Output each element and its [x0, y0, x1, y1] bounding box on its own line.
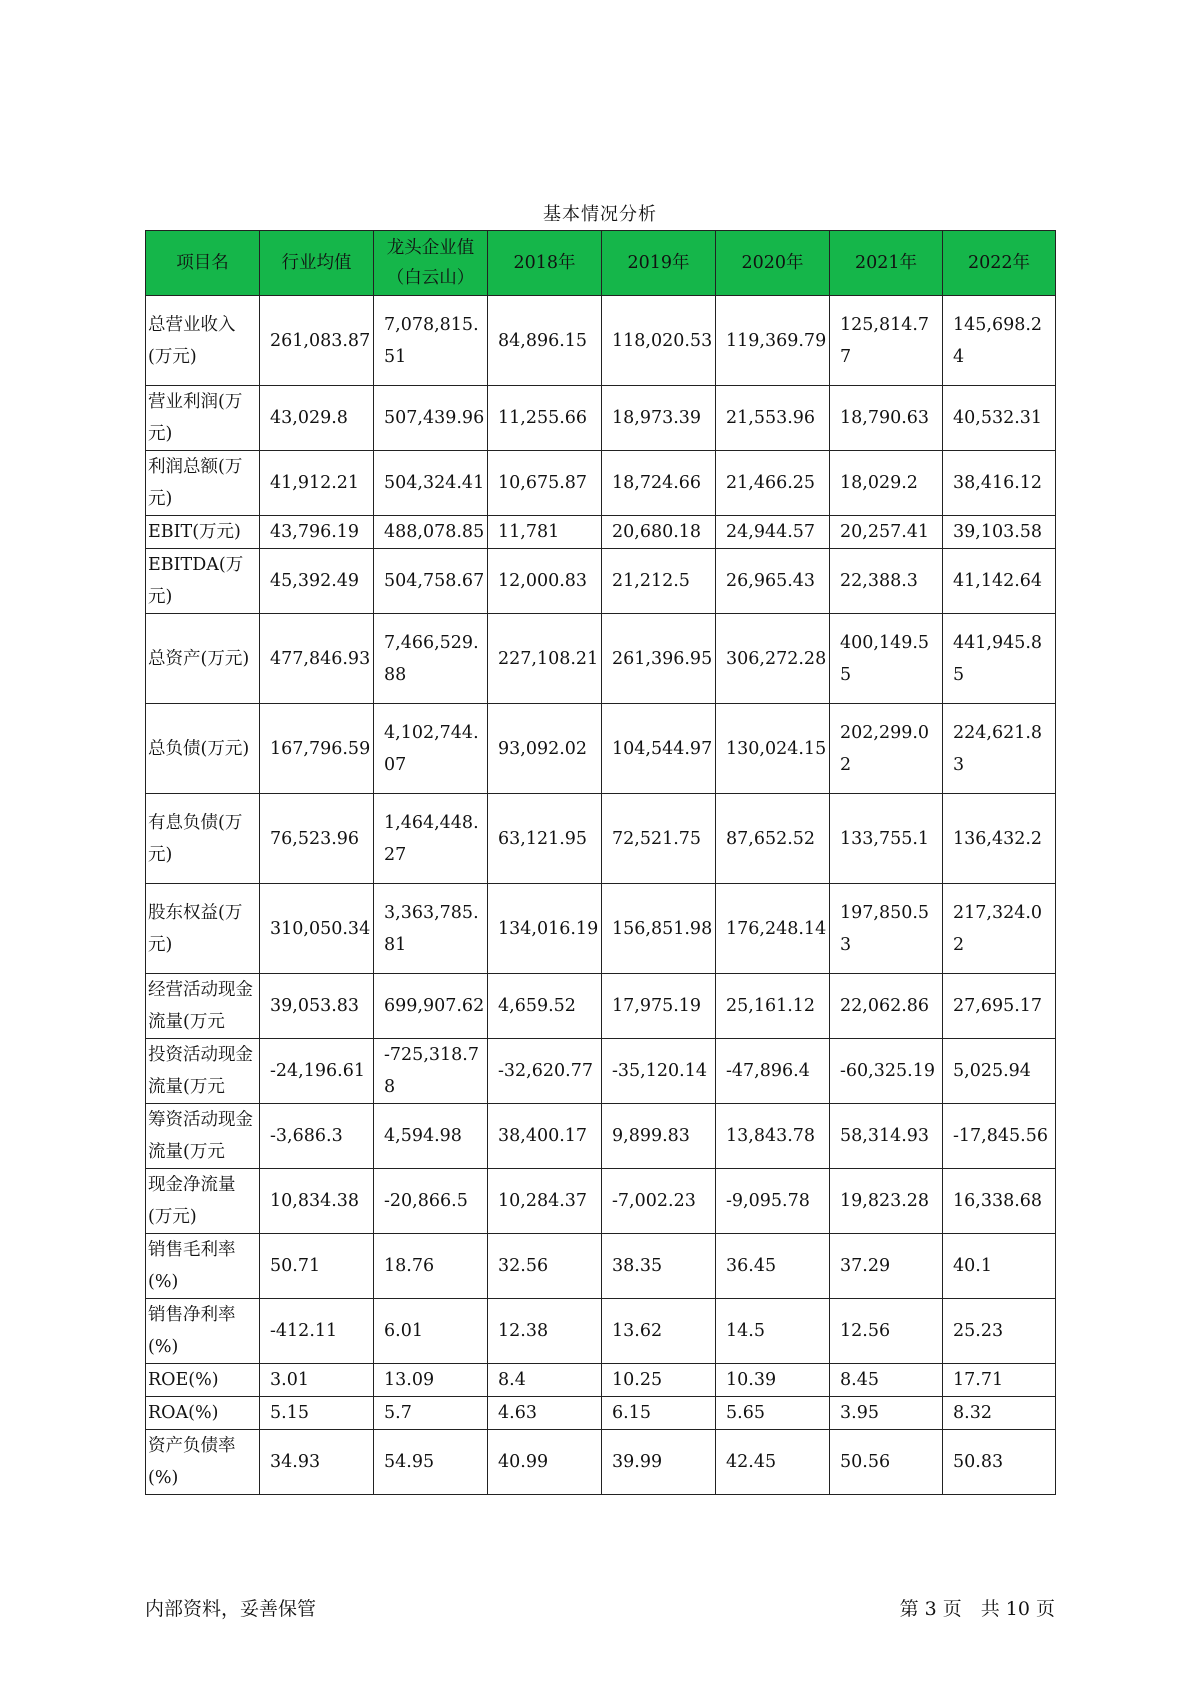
value-cell: 133,755.1 — [830, 794, 943, 884]
value-cell: 37.29 — [830, 1234, 943, 1299]
table-row — [146, 794, 1056, 884]
header-cell: 2018年 — [488, 231, 602, 296]
value-cell: 38,400.17 — [488, 1104, 602, 1169]
value-cell: 10,675.87 — [488, 451, 602, 516]
footer-confidential-note: 内部资料，妥善保管 — [145, 1598, 317, 1620]
value-cell: 19,823.28 — [830, 1169, 943, 1234]
value-cell: 217,324.02 — [943, 884, 1056, 974]
value-cell: 87,652.52 — [716, 794, 830, 884]
row-label-cell: 投资活动现金流量(万元 — [146, 1039, 260, 1104]
value-cell: 20,680.18 — [602, 516, 716, 549]
value-cell: 310,050.34 — [260, 884, 374, 974]
row-label-cell: 资产负债率(%) — [146, 1430, 260, 1495]
row-label-cell: 股东权益(万元) — [146, 884, 260, 974]
value-cell: 227,108.21 — [488, 614, 602, 704]
value-cell: 42.45 — [716, 1430, 830, 1495]
value-cell: 39,053.83 — [260, 974, 374, 1039]
value-cell: 21,553.96 — [716, 386, 830, 451]
value-cell: 21,212.5 — [602, 549, 716, 614]
value-cell: 119,369.79 — [716, 296, 830, 386]
value-cell: 8.4 — [488, 1364, 602, 1397]
value-cell: 40,532.31 — [943, 386, 1056, 451]
value-cell: 18,790.63 — [830, 386, 943, 451]
row-label-cell: 现金净流量(万元) — [146, 1169, 260, 1234]
value-cell: 504,324.41 — [374, 451, 488, 516]
table-row — [146, 1299, 1056, 1364]
value-cell: 12,000.83 — [488, 549, 602, 614]
value-cell: 136,432.2 — [943, 794, 1056, 884]
row-label-cell: ROE(%) — [146, 1364, 260, 1397]
header-cell: 2022年 — [943, 231, 1056, 296]
value-cell: 76,523.96 — [260, 794, 374, 884]
value-cell: 18,724.66 — [602, 451, 716, 516]
value-cell: 10.39 — [716, 1364, 830, 1397]
value-cell: 5.15 — [260, 1397, 374, 1430]
value-cell: -7,002.23 — [602, 1169, 716, 1234]
footer-page-number: 第 3 页 共 10 页 — [899, 1598, 1055, 1620]
value-cell: 125,814.77 — [830, 296, 943, 386]
table-row — [146, 704, 1056, 794]
value-cell: 6.15 — [602, 1397, 716, 1430]
value-cell: -9,095.78 — [716, 1169, 830, 1234]
value-cell: 118,020.53 — [602, 296, 716, 386]
value-cell: 134,016.19 — [488, 884, 602, 974]
value-cell: 26,965.43 — [716, 549, 830, 614]
header-cell: 2021年 — [830, 231, 943, 296]
row-label-cell: 利润总额(万元) — [146, 451, 260, 516]
value-cell: 39,103.58 — [943, 516, 1056, 549]
value-cell: 5,025.94 — [943, 1039, 1056, 1104]
value-cell: 7,466,529.88 — [374, 614, 488, 704]
value-cell: 50.56 — [830, 1430, 943, 1495]
value-cell: 39.99 — [602, 1430, 716, 1495]
value-cell: 7,078,815.51 — [374, 296, 488, 386]
value-cell: 477,846.93 — [260, 614, 374, 704]
value-cell: 167,796.59 — [260, 704, 374, 794]
header-cell: 龙头企业值（白云山） — [374, 231, 488, 296]
header-cell: 行业均值 — [260, 231, 374, 296]
value-cell: 8.45 — [830, 1364, 943, 1397]
value-cell: 20,257.41 — [830, 516, 943, 549]
value-cell: 18,973.39 — [602, 386, 716, 451]
value-cell: 54.95 — [374, 1430, 488, 1495]
value-cell: 12.38 — [488, 1299, 602, 1364]
value-cell: 176,248.14 — [716, 884, 830, 974]
value-cell: 5.65 — [716, 1397, 830, 1430]
value-cell: -20,866.5 — [374, 1169, 488, 1234]
value-cell: 504,758.67 — [374, 549, 488, 614]
value-cell: 43,029.8 — [260, 386, 374, 451]
table-row — [146, 516, 1056, 549]
value-cell: 16,338.68 — [943, 1169, 1056, 1234]
value-cell: 63,121.95 — [488, 794, 602, 884]
value-cell: 58,314.93 — [830, 1104, 943, 1169]
value-cell: 93,092.02 — [488, 704, 602, 794]
value-cell: 4,594.98 — [374, 1104, 488, 1169]
value-cell: 400,149.55 — [830, 614, 943, 704]
row-label-cell: 营业利润(万元) — [146, 386, 260, 451]
financial-table — [145, 230, 1056, 1495]
value-cell: 18.76 — [374, 1234, 488, 1299]
value-cell: 145,698.24 — [943, 296, 1056, 386]
value-cell: 8.32 — [943, 1397, 1056, 1430]
table-row — [146, 1169, 1056, 1234]
value-cell: -32,620.77 — [488, 1039, 602, 1104]
value-cell: 41,912.21 — [260, 451, 374, 516]
header-cell: 2020年 — [716, 231, 830, 296]
value-cell: 9,899.83 — [602, 1104, 716, 1169]
table-row — [146, 296, 1056, 386]
value-cell: 18,029.2 — [830, 451, 943, 516]
value-cell: 25.23 — [943, 1299, 1056, 1364]
table-row — [146, 1039, 1056, 1104]
value-cell: 507,439.96 — [374, 386, 488, 451]
row-label-cell: EBITDA(万元) — [146, 549, 260, 614]
value-cell: 13.09 — [374, 1364, 488, 1397]
value-cell: 130,024.15 — [716, 704, 830, 794]
value-cell: 50.83 — [943, 1430, 1056, 1495]
value-cell: 13,843.78 — [716, 1104, 830, 1169]
table-row — [146, 549, 1056, 614]
table-body — [146, 296, 1056, 1495]
row-label-cell: 总资产(万元) — [146, 614, 260, 704]
value-cell: 4,102,744.07 — [374, 704, 488, 794]
value-cell: -60,325.19 — [830, 1039, 943, 1104]
row-label-cell: 销售毛利率(%) — [146, 1234, 260, 1299]
table-row — [146, 1430, 1056, 1495]
value-cell: 3.95 — [830, 1397, 943, 1430]
value-cell: 36.45 — [716, 1234, 830, 1299]
value-cell: 21,466.25 — [716, 451, 830, 516]
value-cell: 13.62 — [602, 1299, 716, 1364]
value-cell: -412.11 — [260, 1299, 374, 1364]
value-cell: 27,695.17 — [943, 974, 1056, 1039]
row-label-cell: 筹资活动现金流量(万元 — [146, 1104, 260, 1169]
value-cell: 699,907.62 — [374, 974, 488, 1039]
value-cell: -3,686.3 — [260, 1104, 374, 1169]
value-cell: -725,318.78 — [374, 1039, 488, 1104]
value-cell: 40.99 — [488, 1430, 602, 1495]
table-row — [146, 1364, 1056, 1397]
value-cell: -47,896.4 — [716, 1039, 830, 1104]
value-cell: 40.1 — [943, 1234, 1056, 1299]
header-row — [146, 231, 1056, 296]
value-cell: 261,396.95 — [602, 614, 716, 704]
value-cell: 488,078.85 — [374, 516, 488, 549]
value-cell: 72,521.75 — [602, 794, 716, 884]
value-cell: 6.01 — [374, 1299, 488, 1364]
table-row — [146, 614, 1056, 704]
value-cell: 43,796.19 — [260, 516, 374, 549]
header-cell: 项目名 — [146, 231, 260, 296]
table-title: 基本情况分析 — [543, 204, 657, 225]
value-cell: 306,272.28 — [716, 614, 830, 704]
value-cell: 10.25 — [602, 1364, 716, 1397]
header-cell: 2019年 — [602, 231, 716, 296]
value-cell: 50.71 — [260, 1234, 374, 1299]
value-cell: 24,944.57 — [716, 516, 830, 549]
value-cell: 38.35 — [602, 1234, 716, 1299]
value-cell: -17,845.56 — [943, 1104, 1056, 1169]
value-cell: -24,196.61 — [260, 1039, 374, 1104]
value-cell: 14.5 — [716, 1299, 830, 1364]
value-cell: 224,621.83 — [943, 704, 1056, 794]
row-label-cell: 总营业收入(万元) — [146, 296, 260, 386]
value-cell: 17,975.19 — [602, 974, 716, 1039]
value-cell: 45,392.49 — [260, 549, 374, 614]
value-cell: 202,299.02 — [830, 704, 943, 794]
value-cell: 34.93 — [260, 1430, 374, 1495]
value-cell: 156,851.98 — [602, 884, 716, 974]
value-cell: 197,850.53 — [830, 884, 943, 974]
value-cell: 12.56 — [830, 1299, 943, 1364]
value-cell: 1,464,448.27 — [374, 794, 488, 884]
value-cell: 22,388.3 — [830, 549, 943, 614]
value-cell: 32.56 — [488, 1234, 602, 1299]
value-cell: 84,896.15 — [488, 296, 602, 386]
row-label-cell: EBIT(万元) — [146, 516, 260, 549]
value-cell: 3,363,785.81 — [374, 884, 488, 974]
value-cell: 104,544.97 — [602, 704, 716, 794]
table-row — [146, 1397, 1056, 1430]
value-cell: 5.7 — [374, 1397, 488, 1430]
row-label-cell: ROA(%) — [146, 1397, 260, 1430]
value-cell: 17.71 — [943, 1364, 1056, 1397]
value-cell: 41,142.64 — [943, 549, 1056, 614]
value-cell: 261,083.87 — [260, 296, 374, 386]
row-label-cell: 经营活动现金流量(万元 — [146, 974, 260, 1039]
table-row — [146, 386, 1056, 451]
value-cell: -35,120.14 — [602, 1039, 716, 1104]
row-label-cell: 销售净利率(%) — [146, 1299, 260, 1364]
row-label-cell: 有息负债(万元) — [146, 794, 260, 884]
table-row — [146, 1234, 1056, 1299]
value-cell: 3.01 — [260, 1364, 374, 1397]
value-cell: 25,161.12 — [716, 974, 830, 1039]
value-cell: 4,659.52 — [488, 974, 602, 1039]
table-row — [146, 1104, 1056, 1169]
value-cell: 441,945.85 — [943, 614, 1056, 704]
value-cell: 38,416.12 — [943, 451, 1056, 516]
value-cell: 4.63 — [488, 1397, 602, 1430]
table-row — [146, 884, 1056, 974]
row-label-cell: 总负债(万元) — [146, 704, 260, 794]
table-row — [146, 974, 1056, 1039]
value-cell: 11,781 — [488, 516, 602, 549]
value-cell: 11,255.66 — [488, 386, 602, 451]
table-row — [146, 451, 1056, 516]
value-cell: 10,284.37 — [488, 1169, 602, 1234]
value-cell: 10,834.38 — [260, 1169, 374, 1234]
value-cell: 22,062.86 — [830, 974, 943, 1039]
